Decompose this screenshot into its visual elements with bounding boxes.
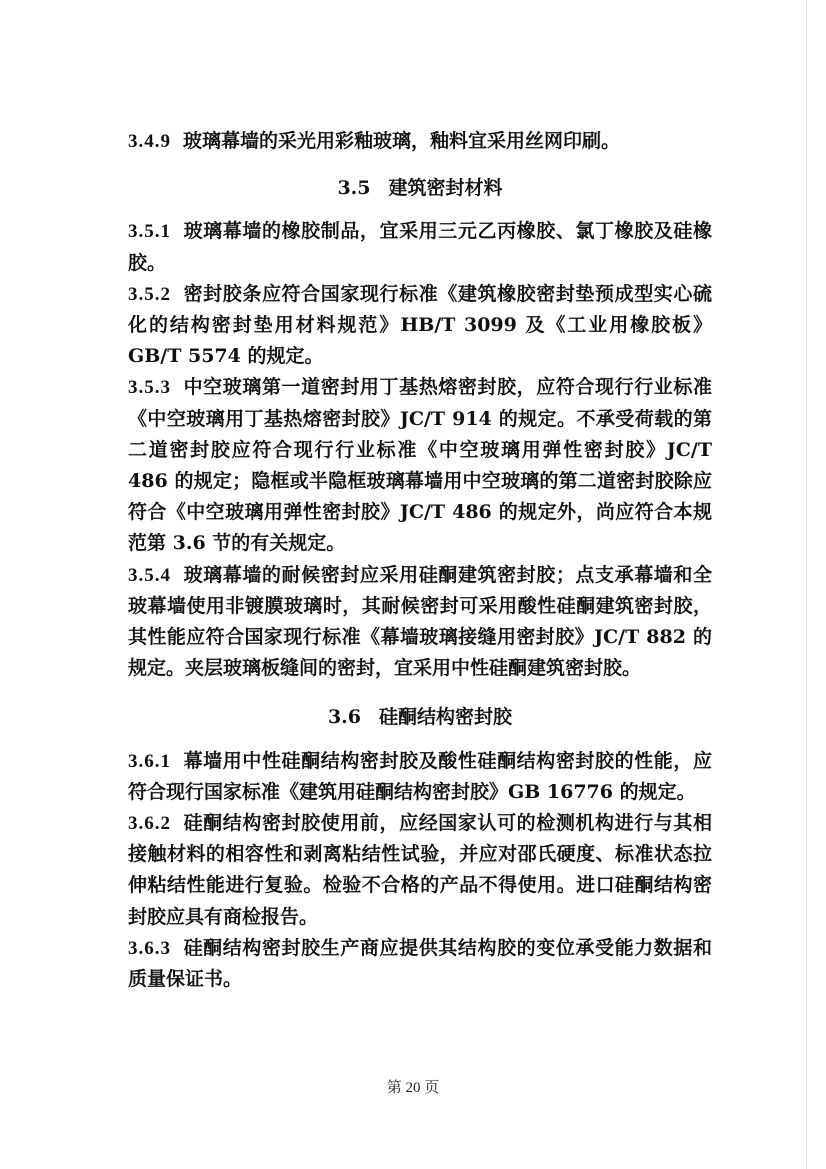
clause-3-4-9 xyxy=(128,126,712,157)
clause-number: 3.5.4 xyxy=(128,564,171,586)
page-number: 第 20 页 xyxy=(386,1080,440,1096)
clause-number: 3.5.2 xyxy=(128,283,171,305)
clause-text: 玻璃幕墙的耐候密封应采用硅酮建筑密封胶；点支承幕墙和全玻幕墙使用非镀膜玻璃时，其耐候密封可采用酸性硅酮建筑密封胶，其性能应符合国家现行标准《幕墙玻璃接缝用密封胶》JC/T 882 的规定。夹层玻璃板缝间的密封，宜采用中性硅酮建筑密封胶。 xyxy=(128,563,712,680)
clause-3-5-3 xyxy=(128,372,712,559)
section-heading-3-5 xyxy=(128,173,712,204)
clause-number: 3.5.1 xyxy=(128,221,171,243)
section-heading-3-6 xyxy=(128,702,712,733)
section-title: 建筑密封材料 xyxy=(388,177,503,200)
clause-number: 3.5.3 xyxy=(128,377,171,399)
clause-number: 3.6.2 xyxy=(128,813,171,835)
clause-text: 幕墙用中性硅酮结构密封胶及酸性硅酮结构密封胶的性能，应符合现行国家标准《建筑用硅酮结构密封胶》GB 16776 的规定。 xyxy=(128,749,712,803)
clause-3-6-1 xyxy=(128,746,712,808)
clause-text: 玻璃幕墙的采光用彩釉玻璃，釉料宜采用丝网印刷。 xyxy=(183,130,621,152)
section-title: 硅酮结构密封胶 xyxy=(379,706,513,729)
clause-number: 3.4.9 xyxy=(128,131,171,152)
clause-3-5-4 xyxy=(128,560,712,685)
clause-text: 密封胶条应符合国家现行标准《建筑橡胶密封垫预成型实心硫化的结构密封垫用材料规范》HB/T 3099 及《工业用橡胶板》GB/T 5574 的规定。 xyxy=(128,282,712,368)
clause-text: 玻璃幕墙的橡胶制品，宜采用三元乙丙橡胶、氯丁橡胶及硅橡胶。 xyxy=(128,220,712,274)
page-content xyxy=(128,126,712,995)
clause-text: 中空玻璃第一道密封用丁基热熔密封胶，应符合现行行业标准《中空玻璃用丁基热熔密封胶》JC/T 914 的规定。不承受荷载的第二道密封胶应符合现行行业标准《中空玻璃用弹性密封胶》JC/T 486 的规定；隐框或半隐框玻璃幕墙用中空玻璃的第二道密封胶除应符合《中空玻璃用弹性密封胶》JC/T 486 的规定外，尚应符合本规范第 3.6 节的有关规定。 xyxy=(128,376,712,555)
clause-text: 硅酮结构密封胶生产商应提供其结构胶的变位承受能力数据和质量保证书。 xyxy=(128,936,712,991)
clause-text: 硅酮结构密封胶使用前，应经国家认可的检测机构进行与其相接触材料的相容性和剥离粘结性试验，并应对邵氏硬度、标准状态拉伸粘结性能进行复验。检验不合格的产品不得使用。进口硅酮结构密封胶应具有商检报告。 xyxy=(128,812,712,928)
clause-3-6-2 xyxy=(128,808,712,933)
scan-edge-line xyxy=(806,0,807,1169)
section-number: 3.6 xyxy=(327,706,362,729)
clause-number: 3.6.3 xyxy=(128,937,171,959)
clause-3-5-1 xyxy=(128,216,712,278)
clause-number: 3.6.1 xyxy=(128,750,171,772)
section-number: 3.5 xyxy=(337,177,371,200)
clause-3-5-2 xyxy=(128,279,712,373)
clause-3-6-3 xyxy=(128,933,712,995)
